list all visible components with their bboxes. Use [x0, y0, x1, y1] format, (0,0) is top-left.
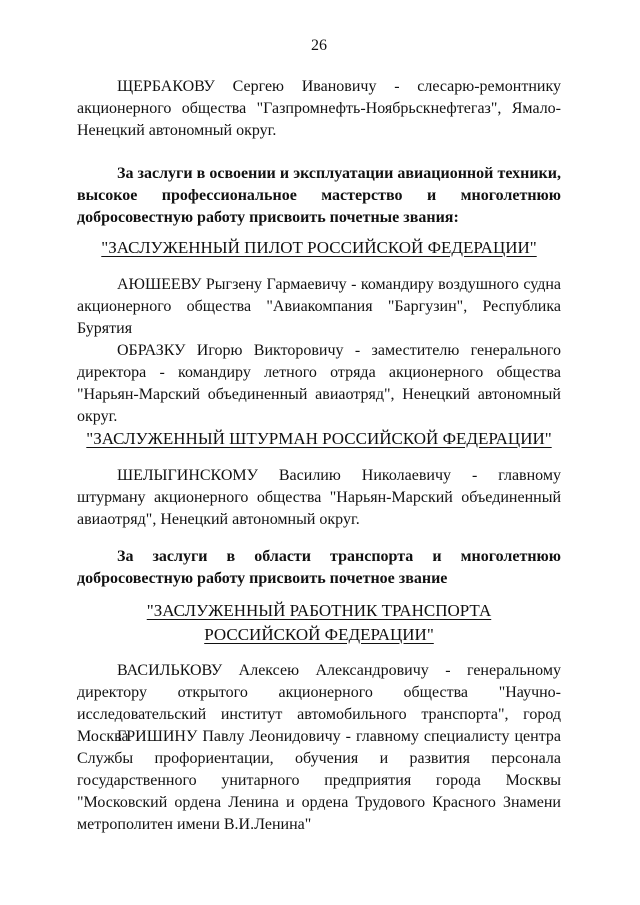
award-entry-shcherbakov [77, 76, 561, 142]
decree-text: За заслуги в освоении и эксплуатации авиационной техники, высокое профессиональное мастерство и многолетнюю добросовестную работу присвоить почетные звания: [77, 165, 561, 226]
entry-text: ОБРАЗКУ Игорю Викторовичу - заместителю генерального директора - командиру летного отряда акционерного общества "Нарьян-Марский объединенный авиаотряд", Ненецкий автономный округ. [77, 342, 561, 425]
title-text-line2: РОССИЙСКОЙ ФЕДЕРАЦИИ" [204, 625, 434, 644]
title-honored-pilot [77, 236, 561, 260]
entry-text: ВАСИЛЬКОВУ Алексею Александровичу - генеральному директору открытого акционерного общества "Научно-исследовательский институт автомобильного транспорта", город Москва [77, 662, 561, 745]
title-text: "ЗАСЛУЖЕННЫЙ ПИЛОТ РОССИЙСКОЙ ФЕДЕРАЦИИ" [101, 238, 537, 257]
title-honored-transport-worker [77, 599, 561, 647]
award-entry-shelyginsky [77, 465, 561, 531]
title-text: "ЗАСЛУЖЕННЫЙ ШТУРМАН РОССИЙСКОЙ ФЕДЕРАЦИИ" [86, 429, 552, 448]
title-text-line1: "ЗАСЛУЖЕННЫЙ РАБОТНИК ТРАНСПОРТА [146, 601, 492, 620]
award-entry-grishin [77, 726, 561, 836]
entry-text: АЮШЕЕВУ Рыгзену Гармаевичу - командиру воздушного судна акционерного общества "Авиакомпания "Баргузин", Республика Бурятия [77, 276, 561, 337]
decree-transport [77, 546, 561, 590]
decree-aviation [77, 163, 561, 229]
entry-text: ГРИШИНУ Павлу Леонидовичу - главному специалисту центра Службы профориентации, обучения и развития персонала государственного унитарного предприятия города Москвы "Московский ордена Ленина и ордена Трудового Красного Знамени метрополитен имени В.И.Ленина" [77, 728, 561, 833]
entry-text: ЩЕРБАКОВУ Сергею Ивановичу - слесарю-ремонтнику акционерного общества "Газпромнефть-Ноябрьскнефтегаз", Ямало-Ненецкий автономный округ. [77, 78, 561, 139]
title-honored-navigator [77, 427, 561, 451]
entry-text: ШЕЛЫГИНСКОМУ Василию Николаевичу - главному штурману акционерного общества "Нарьян-Марский объединенный авиаотряд", Ненецкий автономный округ. [77, 467, 561, 528]
page-number: 26 [311, 37, 327, 54]
decree-text: За заслуги в области транспорта и многолетнюю добросовестную работу присвоить почетное звание [77, 548, 561, 587]
award-entry-ayusheev [77, 274, 561, 340]
award-entry-obrazko [77, 340, 561, 428]
